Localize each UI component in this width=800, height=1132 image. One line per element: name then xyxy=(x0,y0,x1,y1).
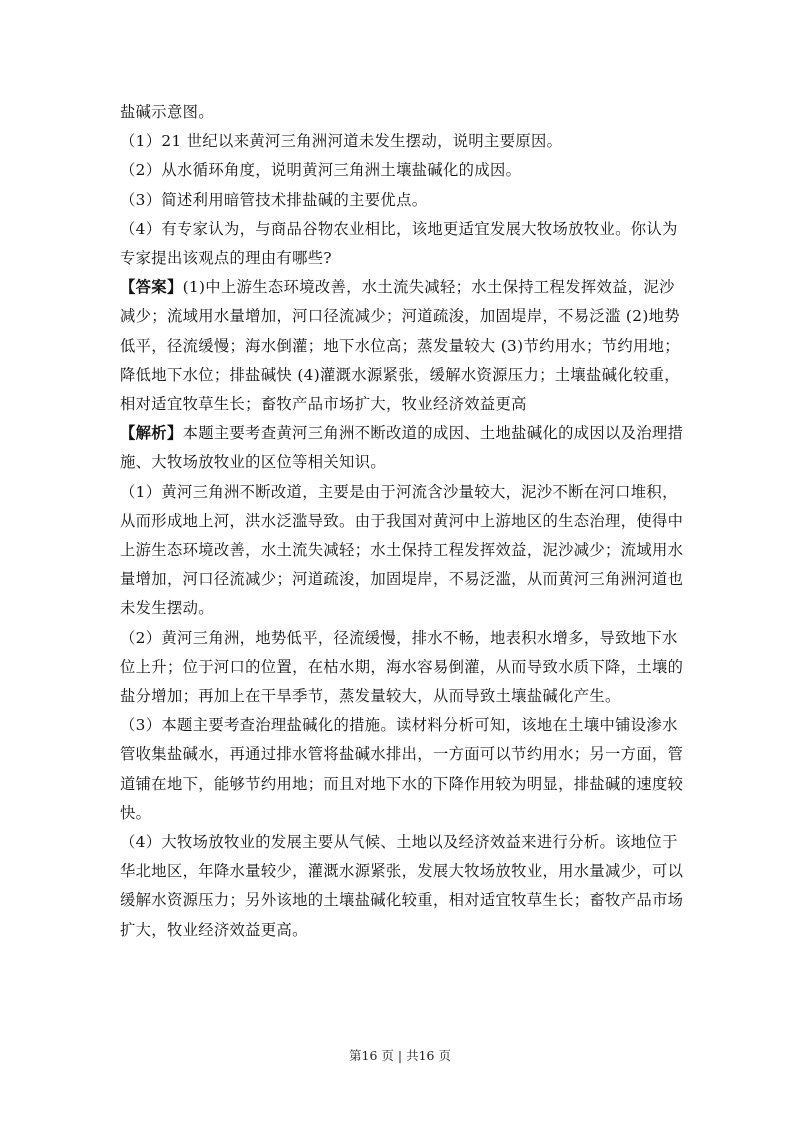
answer-text: (1)中上游生态环境改善，水土流失减轻；水土保持工程发挥效益，泥沙减少；流域用水量增加，河口径流减少；河道疏浚，加固堤岸，不易泛滥 (2)地势低平，径流缓慢；海水倒灌；地下水位高；蒸发量较大 (3)节约用水；节约用地；降低地下水位；排盐碱快 (4)灌溉水源紧张，缓解水资源压力；土壤盐碱化较重，相对适宜牧草生长；畜牧产品市场扩大，牧业经济效益更高 xyxy=(120,278,680,414)
document-body xyxy=(120,98,688,945)
lead-line: 盐碱示意图。 xyxy=(120,103,214,121)
analysis-item-1: （1）黄河三角洲不断改道，主要是由于河流含沙量较大，泥沙不断在河口堆积，从而形成地上河，洪水泛滥导致。由于我国对黄河中上游地区的生态治理，使得中上游生态环境改善，水土流失减轻；水土保持工程发挥效益，泥沙减少；流域用水量增加，河口径流减少；河道疏浚，加固堤岸，不易泛滥，从而黄河三角洲河道也未发生摆动。 xyxy=(120,482,684,618)
analysis-intro: 本题主要考查黄河三角洲不断改道的成因、土地盐碱化的成因以及治理措施、大牧场放牧业的区位等相关知识。 xyxy=(120,424,684,472)
question-4: （4）有专家认为，与商品谷物农业相比，该地更适宜发展大牧场放牧业。你认为专家提出该观点的理由有哪些? xyxy=(120,219,678,268)
analysis-item-4: （4）大牧场放牧业的发展主要从气候、土地以及经济效益来进行分析。该地位于华北地区，年降水量较少，灌溉水源紧张，发展大牧场放牧业，用水量减少，可以缓解水资源压力；另外该地的土壤盐碱化较重，相对适宜牧草生长；畜牧产品市场扩大，牧业经济效益更高。 xyxy=(120,833,684,939)
question-3: （3）简述利用暗管技术排盐碱的主要优点。 xyxy=(120,190,428,209)
answer-paragraph xyxy=(120,273,688,419)
question-1: （1）21 世纪以来黄河三角洲河道未发生摆动，说明主要原因。 xyxy=(120,132,563,151)
question-2: （2）从水循环角度，说明黄河三角洲土壤盐碱化的成因。 xyxy=(120,161,522,180)
analysis-item-3: （3）本题主要考查治理盐碱化的措施。读材料分析可知，该地在土壤中铺设渗水管收集盐碱水，再通过排水管将盐碱水排出，一方面可以节约用水；另一方面，管道铺在地下，能够节约用地；而且对地下水的下降作用较为明显，排盐碱的速度较快。 xyxy=(120,716,684,822)
analysis-item-2: （2）黄河三角洲，地势低平，径流缓慢，排水不畅，地表积水增多，导致地下水位上升；位于河口的位置，在枯水期，海水容易倒灌，从而导致水质下降，土壤的盐分增加；再加上在干旱季节，蒸发量较大，从而导致土壤盐碱化产生。 xyxy=(120,628,684,706)
page-footer: 第16 页 | 共16 页 xyxy=(349,1048,451,1063)
answer-label: 【答案】 xyxy=(120,278,183,297)
analysis-paragraph xyxy=(120,419,688,477)
analysis-label: 【解析】 xyxy=(120,424,183,443)
